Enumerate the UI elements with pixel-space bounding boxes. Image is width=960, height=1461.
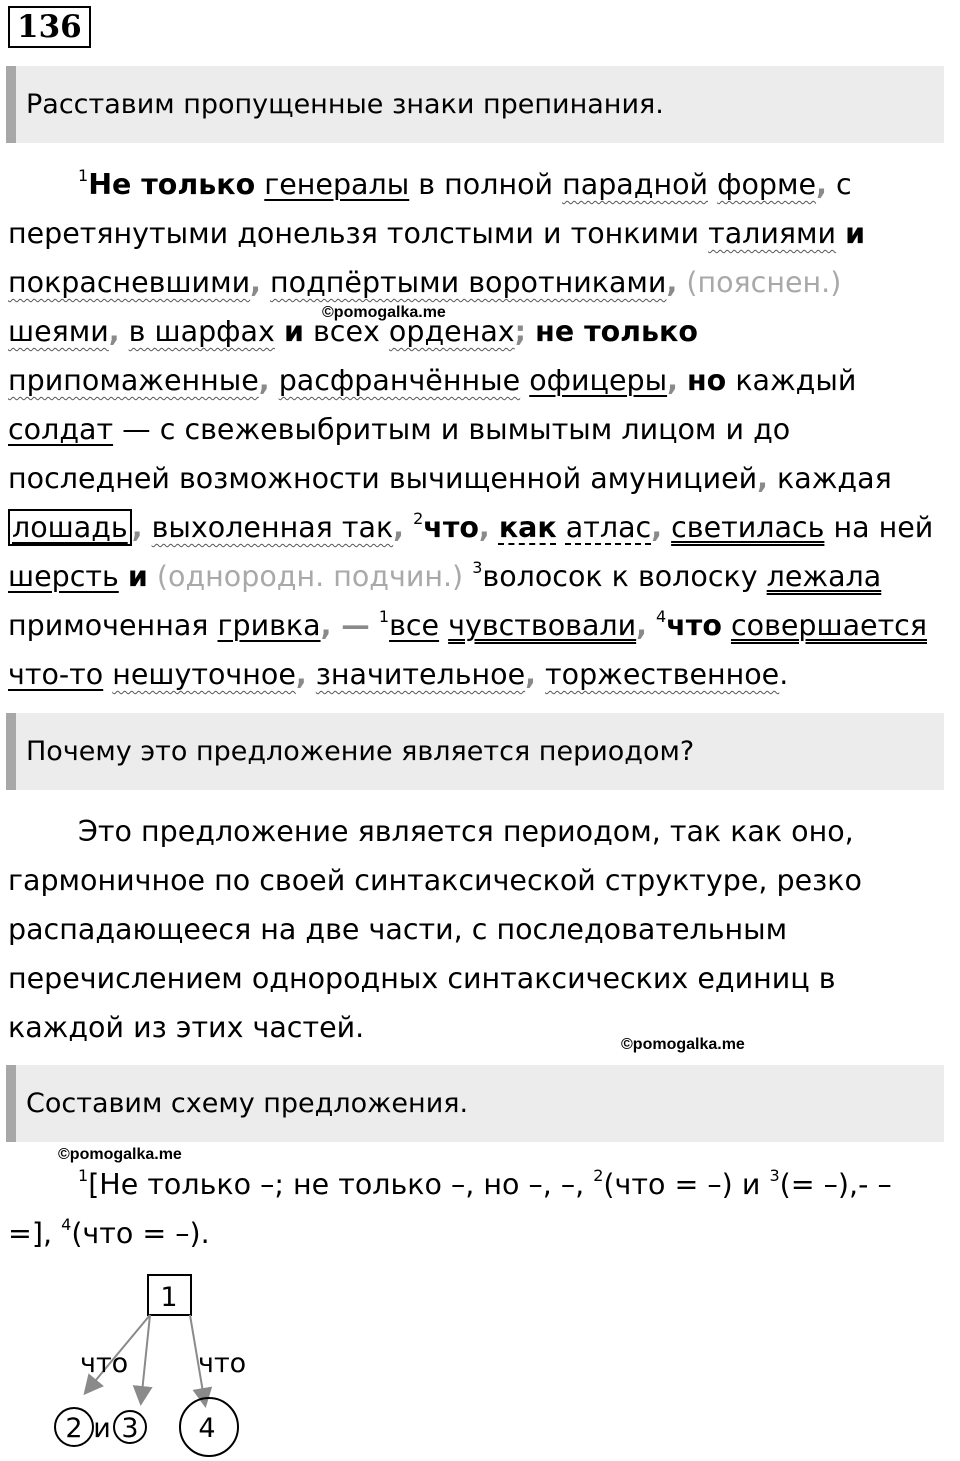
subject: шерсть xyxy=(8,560,119,593)
inserted-comma: , xyxy=(250,266,261,299)
exercise-number: 136 xyxy=(8,6,91,48)
clause-4-number: 4 xyxy=(198,1413,216,1444)
subject: все xyxy=(389,609,440,642)
sentence-line xyxy=(8,650,952,699)
attribute: орденах xyxy=(388,315,515,348)
conjunction-label: что xyxy=(198,1348,247,1379)
inserted-comma: , xyxy=(666,266,678,299)
word: волосок к волоску xyxy=(482,560,758,593)
section-header-period xyxy=(6,713,944,790)
grammar-note: (пояснен.) xyxy=(686,266,842,299)
subject: генералы xyxy=(264,168,410,201)
inserted-comma: , xyxy=(667,364,678,397)
attribute: нешуточное xyxy=(112,658,296,691)
conjunction: что xyxy=(423,511,479,544)
section-title: Почему это предложение является периодом? xyxy=(26,736,695,767)
scheme-part: =], xyxy=(8,1217,62,1250)
attribute: в шарфах xyxy=(128,315,275,348)
conjunction: что xyxy=(666,609,722,642)
word: на ней xyxy=(833,511,934,544)
attribute: значительное xyxy=(315,658,526,691)
section-header-scheme xyxy=(6,1065,944,1142)
and-label: и xyxy=(93,1413,111,1444)
attribute: талиями xyxy=(708,217,837,250)
inserted-comma: , xyxy=(651,511,663,544)
predicate: лежала xyxy=(766,560,882,593)
sentence-line xyxy=(8,454,952,503)
word: с xyxy=(835,168,852,201)
conjunction: не только xyxy=(535,315,698,348)
inserted-comma: , xyxy=(131,511,143,544)
answer-line: распадающееся на две части, с последовательным xyxy=(8,913,788,946)
word: — с свежевыбритым и вымытым лицом и до xyxy=(122,413,791,446)
clause-number: 4 xyxy=(656,607,667,626)
conjunction: как xyxy=(498,511,557,544)
clause-number: 2 xyxy=(413,509,424,528)
word: последней возможности вычищенной амуницией xyxy=(8,462,758,495)
clause-number: 3 xyxy=(769,1166,780,1185)
conjunction: и xyxy=(283,315,304,348)
scheme-part: (что = –). xyxy=(71,1217,210,1250)
conjunction: и xyxy=(845,217,866,250)
inserted-semicolon: ; xyxy=(514,315,527,348)
inserted-comma: , xyxy=(295,658,307,691)
sentence-line xyxy=(8,209,952,258)
main-clause-number: 1 xyxy=(160,1282,178,1313)
conjunction: и xyxy=(127,560,148,593)
scheme-part: (= –),- – xyxy=(779,1168,892,1201)
scheme-part: (что = –) и xyxy=(603,1168,770,1201)
attribute: припомаженные xyxy=(8,364,259,397)
answer-paragraph xyxy=(8,807,952,1052)
conjunction: Не только xyxy=(88,168,256,201)
scheme-line xyxy=(8,1160,952,1209)
predicate: чувствовали xyxy=(448,609,637,642)
subject: гривка xyxy=(217,609,321,642)
word: каждая xyxy=(777,462,892,495)
grammar-note: (однородн. подчин.) xyxy=(156,560,464,593)
attribute: форме xyxy=(717,168,817,201)
clause-number: 2 xyxy=(593,1166,604,1185)
section-header-punctuation xyxy=(6,66,944,143)
sentence-line xyxy=(8,601,952,650)
inserted-comma: , xyxy=(525,658,536,691)
subject: офицеры xyxy=(529,364,668,397)
answer-line: перечислением однородных синтаксических единиц в xyxy=(8,962,836,995)
attribute: парадной xyxy=(562,168,709,201)
period: . xyxy=(779,658,789,691)
scheme-part: [Не только –; не только –, но –, –, xyxy=(88,1168,594,1201)
word: каждый xyxy=(735,364,857,397)
word: всех xyxy=(312,315,380,348)
inserted-comma: , xyxy=(108,315,120,348)
clause-number: 1 xyxy=(78,166,89,185)
inserted-comma: , xyxy=(636,609,647,642)
subject: что-то xyxy=(8,658,104,691)
word: в полной xyxy=(418,168,554,201)
section-title: Расставим пропущенные знаки препинания. xyxy=(26,89,664,120)
inserted-comma-dash: , — xyxy=(320,609,370,642)
conjunction-label: что xyxy=(80,1348,129,1379)
clause-number: 1 xyxy=(78,1166,89,1185)
predicate: совершается xyxy=(730,609,927,642)
sentence-line xyxy=(8,160,952,209)
sentence-line xyxy=(8,552,952,601)
watermark: ©pomogalka.me xyxy=(58,1146,182,1163)
sentence-line xyxy=(8,307,952,356)
answer-line: Это предложение является периодом, так как оно, xyxy=(78,815,854,848)
adverbial: атлас xyxy=(565,511,652,544)
clause-number: 1 xyxy=(378,607,390,626)
sentence-line xyxy=(8,503,952,552)
inserted-comma: , xyxy=(478,511,490,544)
attribute: расфранчённые xyxy=(278,364,521,397)
clause-number: 4 xyxy=(61,1215,72,1234)
inserted-comma: , xyxy=(393,511,404,544)
word: перетянутыми донельзя толстыми и тонкими xyxy=(8,217,700,250)
subject: солдат xyxy=(8,413,114,446)
attribute: шеями xyxy=(8,315,109,348)
answer-line: гармоничное по своей синтаксической структуре, резко xyxy=(8,864,862,897)
sentence-line xyxy=(8,258,952,307)
watermark: ©pomogalka.me xyxy=(621,1036,745,1053)
section-title: Составим схему предложения. xyxy=(26,1088,469,1119)
attribute: торжественное xyxy=(545,658,780,691)
predicate: светилась xyxy=(671,511,825,544)
scheme-line xyxy=(8,1209,952,1258)
answer-line: каждой из этих частей. xyxy=(8,1011,365,1044)
inserted-comma: , xyxy=(816,168,827,201)
conjunction: но xyxy=(686,364,727,397)
watermark: ©pomogalka.me xyxy=(322,304,446,321)
clause-diagram xyxy=(0,1262,320,1461)
inserted-comma: , xyxy=(258,364,270,397)
arrow-to-clause-3 xyxy=(141,1315,150,1402)
sentence-line xyxy=(8,356,952,405)
subject-defined-word: лошадь xyxy=(8,509,132,546)
clause-number: 3 xyxy=(472,558,483,577)
attribute: подпёртыми воротниками xyxy=(270,266,667,299)
inserted-comma: , xyxy=(757,462,768,495)
attribute: покрасневшими xyxy=(8,266,251,299)
attribute: выхоленная так xyxy=(151,511,394,544)
word: примоченная xyxy=(8,609,209,642)
clause-2-number: 2 xyxy=(65,1413,83,1444)
sentence-line xyxy=(8,405,952,454)
scheme-paragraph xyxy=(8,1160,952,1258)
sentence-paragraph xyxy=(8,160,952,699)
clause-3-number: 3 xyxy=(121,1413,139,1444)
